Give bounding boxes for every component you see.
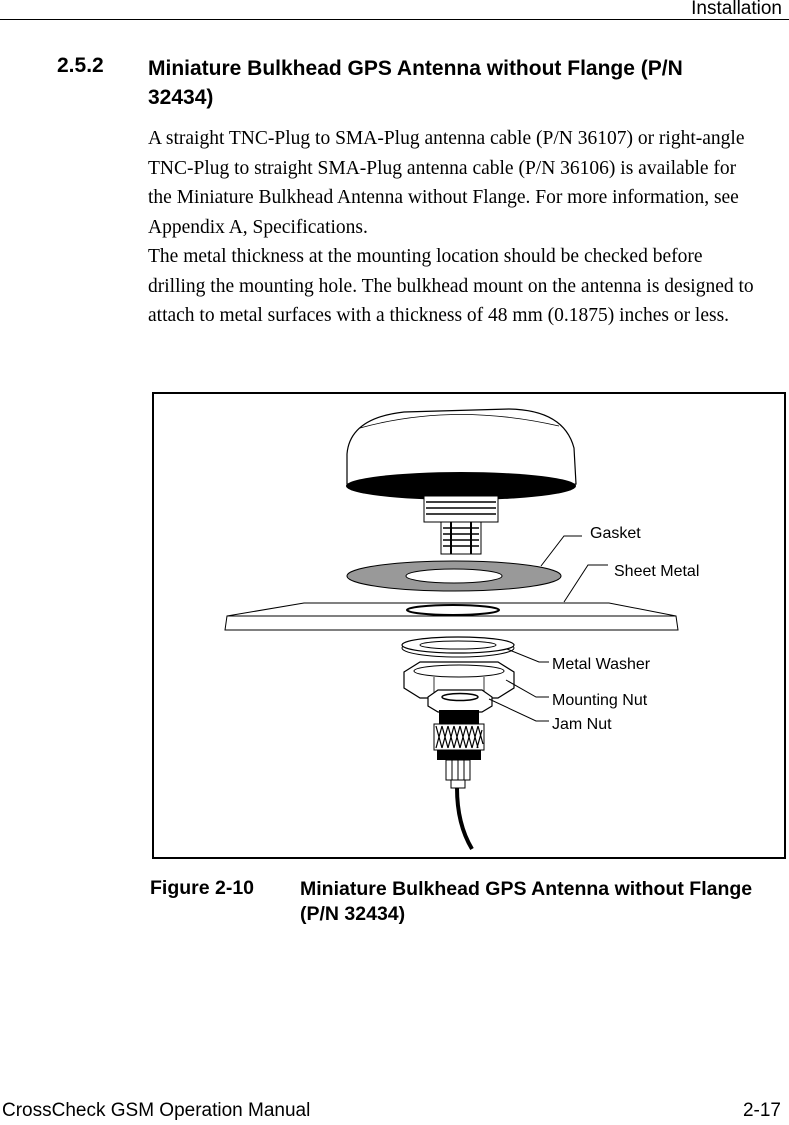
antenna-diagram — [154, 394, 788, 861]
label-metal-washer: Metal Washer — [552, 656, 651, 673]
antenna-threaded-stem — [424, 496, 498, 554]
antenna-dome — [346, 409, 576, 500]
footer-manual-title: CrossCheck GSM Operation Manual — [2, 1100, 311, 1121]
jam-nut — [428, 690, 492, 712]
paragraph-cable-info: A straight TNC-Plug to SMA-Plug antenna cable (P/N 36107) or right-angle TNC-Plug to straight SMA-Plug antenna cable (P/N 36106) is available for the Miniature Bulkhead Antenna without Flange. For more information, see Appendix A, Specifications. — [148, 128, 745, 238]
sheet-metal-plate — [225, 603, 678, 630]
label-gasket: Gasket — [590, 525, 641, 542]
header-rule — [0, 19, 789, 20]
figure-caption-title: Miniature Bulkhead GPS Antenna without Flange (P/N 32434) — [300, 878, 753, 925]
figure-antenna-exploded-view — [152, 392, 786, 859]
label-sheet-metal: Sheet Metal — [614, 563, 700, 580]
metal-washer — [402, 637, 514, 657]
section-title: Miniature Bulkhead GPS Antenna without Flange (P/N 32434) — [148, 57, 683, 109]
running-header: Installation — [691, 0, 782, 19]
gasket-ring — [347, 561, 561, 591]
figure-caption-number: Figure 2-10 — [150, 877, 255, 899]
footer-page-number: 2-17 — [742, 1100, 781, 1121]
label-jam-nut: Jam Nut — [552, 716, 612, 733]
antenna-cable — [457, 788, 472, 849]
label-mounting-nut: Mounting Nut — [552, 692, 648, 709]
paragraph-metal-thickness: The metal thickness at the mounting location should be checked before drilling the mounting hole. The bulkhead mount on the antenna is designed to attach to metal surfaces with a thickness of 48 mm (0.1875) inches or less. — [148, 246, 754, 326]
tnc-connector — [434, 710, 484, 788]
section-number: 2.5.2 — [57, 54, 104, 77]
